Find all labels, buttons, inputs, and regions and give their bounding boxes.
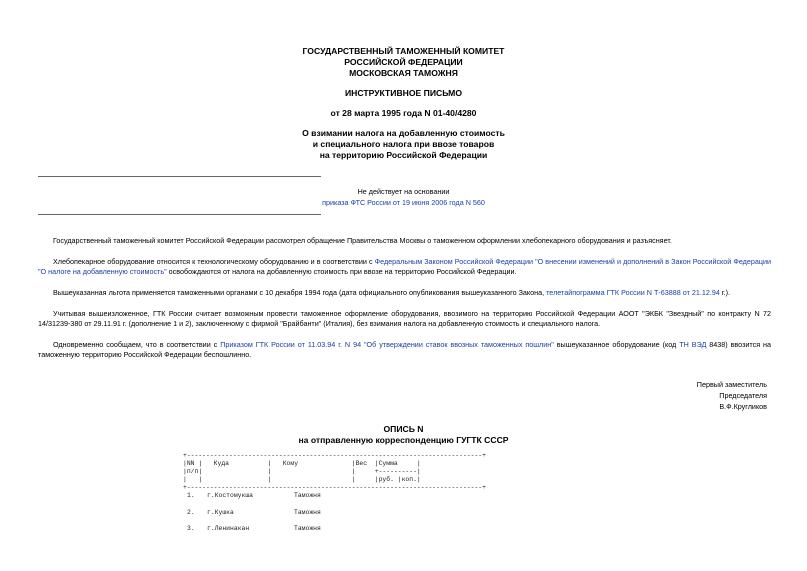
issuer-line-2: РОССИЙСКОЙ ФЕДЕРАЦИИ [344, 57, 463, 67]
status-order-link[interactable]: приказа ФТС России от 19 июня 2006 года N 560 [322, 198, 485, 207]
document-subject-3: на территорию Российской Федерации [319, 150, 488, 160]
paragraph-4-text: Учитывая вышеизложенное, ГТК России считает возможным провести таможенное оформление оборудования, ввозимого на территорию Российской Федерации АООТ "ЭКБК "Звездный" по контракту N 72 14/31239-380 от 29.11.91 г. (дополнение 1 и 2), заключенному с фирмой "Брайбанти" (Италия), без взимания налога на добавленную стоимость и специального налога. [38, 309, 771, 329]
inventory-subtitle: на отправленную корреспонденцию ГУГТК СССР [298, 435, 509, 445]
signature-position-1: Первый заместитель [696, 380, 767, 389]
divider-top [38, 176, 321, 177]
issuer-line-1: ГОСУДАРСТВЕННЫЙ ТАМОЖЕННЫЙ КОМИТЕТ [302, 46, 505, 56]
paragraph-4 [38, 309, 771, 330]
paragraph-5-text-c: 8438) ввозится на таможенную территорию Российской Федерации беспошлинно. [38, 340, 771, 360]
paragraph-2 [38, 257, 771, 278]
row-recipient: Таможня [294, 492, 321, 499]
document-type: ИНСТРУКТИВНОЕ ПИСЬМО [344, 88, 463, 98]
paragraph-2-text-a: Хлебопекарное оборудование относится к технологическому оборудованию и в соответствии с [53, 257, 375, 266]
paragraph-5-text-a: Одновременно сообщаем, что в соответствии с [53, 340, 221, 349]
document-subject-2: и специального налога при ввозе товаров [312, 139, 495, 149]
federal-law-link[interactable]: Федеральным Законом Российской Федерации "О внесении изменений и дополнений в Закон Российской Федерации "О налоге на добавленную стоимость" [38, 257, 771, 277]
table-row [187, 525, 321, 557]
paragraph-3-text-b: г.). [719, 288, 730, 297]
row-destination: г.Кушка [207, 509, 234, 516]
signature-position-2: Председателя [719, 391, 767, 400]
row-destination: г.Костомукша [207, 492, 254, 499]
paragraph-1 [38, 236, 771, 246]
document-date-number: от 28 марта 1995 года N 01-40/4280 [330, 108, 477, 118]
paragraph-2-text-b: освобождаются от налога на добавленную стоимость при ввозе на территорию Российской Федерации. [166, 267, 517, 277]
row-recipient: Таможня [294, 525, 321, 532]
row-destination: г.Ленинакан [207, 525, 250, 532]
tnved-link[interactable]: ТН ВЭД [679, 340, 707, 349]
status-note: Не действует на основании [357, 187, 450, 196]
inventory-title: ОПИСЬ N [383, 424, 424, 434]
signature-name: В.Ф.Кругликов [719, 402, 767, 411]
paragraph-1-text: Государственный таможенный комитет Российской Федерации рассмотрел обращение Правительства Москвы о таможенном оформлении хлебопекарного оборудования и разъясняет. [53, 236, 672, 245]
row-number: 2. [187, 509, 195, 516]
paragraph-5 [38, 340, 771, 361]
issuer-line-3: МОСКОВСКАЯ ТАМОЖНЯ [349, 68, 458, 78]
row-recipient: Таможня [294, 509, 321, 516]
paragraph-3 [38, 288, 771, 298]
row-number: 3. [187, 525, 195, 532]
status-link-wrap [0, 198, 807, 208]
row-number: 1. [187, 492, 195, 499]
paragraph-3-text-a: Вышеуказанная льгота применяется таможенными органами с 10 декабря 1994 года (дата официального опубликования вышеуказанного Закона, [53, 288, 547, 297]
paragraph-5-text-b: вышеуказанное оборудование (код [553, 340, 680, 349]
gtk-order-link[interactable]: Приказом ГТК России от 11.03.94 г. N 94 "Об утверждении ставок ввозных таможенных пошлин" [220, 340, 554, 349]
inventory-table-header: +-----------------------------------------------------------------------------+ |NN | Куда | Кому |Вес |Сумма | |п/п| | | +----------| | | | | |руб. |коп.| +-----------------------------------------------------------------------------+ [183, 452, 486, 491]
divider-bottom [38, 214, 321, 215]
teletype-link[interactable]: телетайпограмма ГТК России N Т-63888 от 21.12.94 [546, 288, 720, 297]
document-subject-1: О взимании налога на добавленную стоимость [302, 128, 505, 138]
